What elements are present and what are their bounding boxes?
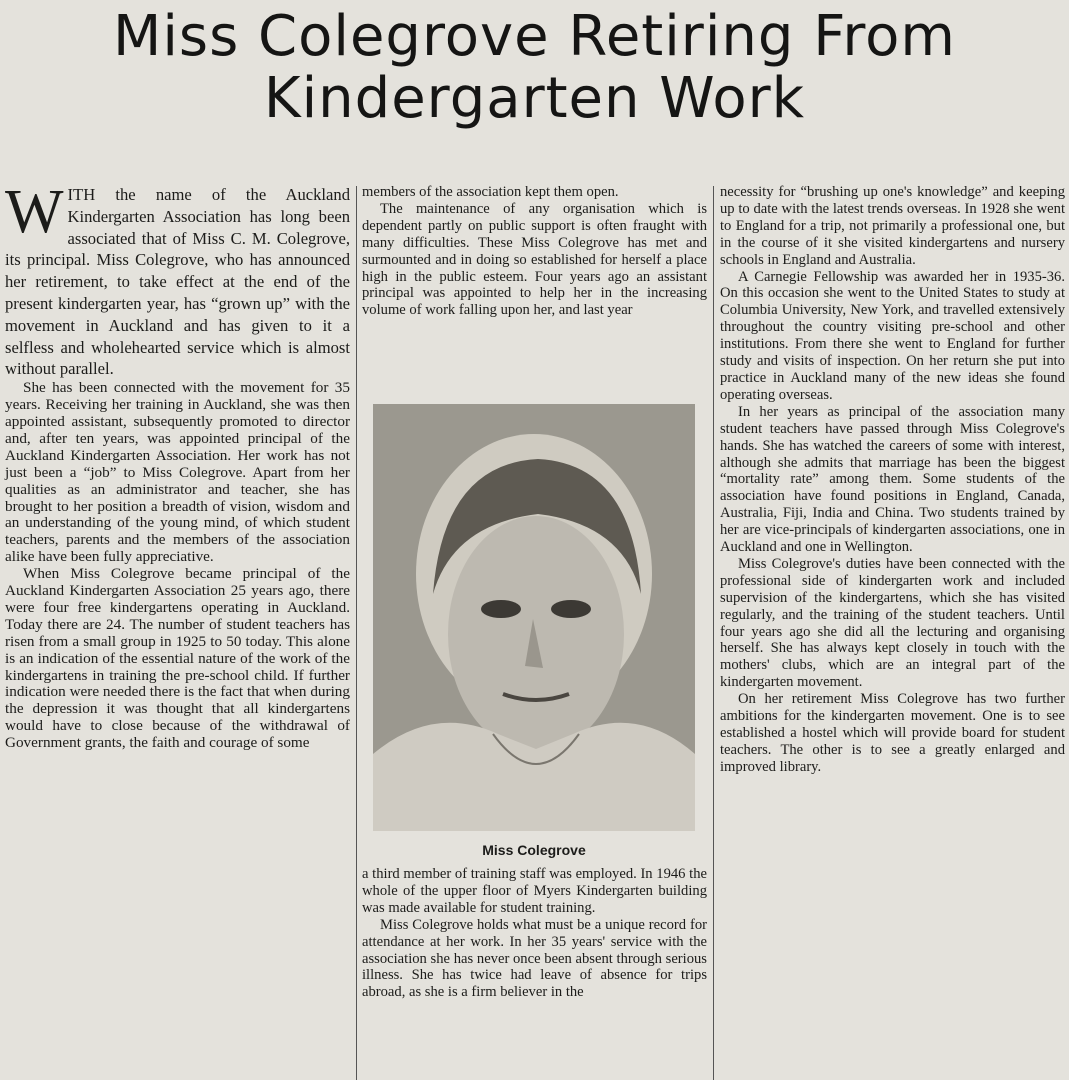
article-column-2-lower xyxy=(362,866,707,1001)
headline xyxy=(0,6,1069,130)
paragraph-continued: necessity for “brushing up one's knowledge” and keeping up to date with the latest trends overseas. In 1928 she went to England for a trip, not primarily a professional one, but in the course of it she visited kindergartens and nursery schools in England and Australia. xyxy=(720,184,1065,268)
paragraph: A Carnegie Fellowship was awarded her in 1935-36. On this occasion she went to the United States to study at Columbia University, New York, and travelled extensively throughout the country visiting pre-school and other institutions. From there she went to England for further study and visits of inspection. On her return she put into practice in Auckland many of the new ideas she found operating overseas. xyxy=(720,268,1065,403)
column-rule-left xyxy=(356,186,357,1080)
lead-text: ITH the name of the Auckland Kindergarten Association has long been associated that of Miss C. M. Colegrove, its principal. Miss Colegrove, who has announced her retirement, to take effect at the end of the present kindergarten year, has “grown up” with the movement in Auckland and has given to it a selfless and wholehearted service which is almost without parallel. xyxy=(5,185,350,379)
article-column-2 xyxy=(362,184,707,319)
headline-line-1: Miss Colegrove Retiring From xyxy=(113,4,956,69)
paragraph-continued: a third member of training staff was employed. In 1946 the whole of the upper floor of Myers Kindergarten building was made available for student training. xyxy=(362,866,707,916)
article-column-1 xyxy=(5,178,350,752)
portrait-image xyxy=(373,404,695,831)
paragraph: When Miss Colegrove became principal of the Auckland Kindergarten Association 25 years ago, there were four free kindergartens operating in Auckland. Today there are 24. The number of student teachers has risen from a small group in 1925 to 50 today. This alone is an indication of the essential nature of the work of the kindergartens in training the pre-school child. If further indication were needed there is the fact that when during the depression it was thought that all kindergartens would have to close because of the withdrawal of Government grants, the faith and courage of some xyxy=(5,565,350,752)
drop-cap: W xyxy=(5,178,64,246)
paragraph: In her years as principal of the association many student teachers have passed through Miss Colegrove's hands. She has watched the careers of some with interest, although she admits that marriage has been the biggest “mortality rate” among them. Some students of the association have found positions in England, Canada, Australia, Fiji, India and China. Two students trained by her are vice-principals of kindergarten associations, one in Auckland and one in Wellington. xyxy=(720,403,1065,556)
lead-paragraph xyxy=(5,178,350,380)
article-column-3 xyxy=(720,184,1065,776)
paragraph: Miss Colegrove holds what must be a unique record for attendance at her work. In her 35 years' service with the association she has never once been absent through serious illness. She has twice had leave of absence for trips abroad, as she is a firm believer in the xyxy=(362,916,707,1001)
portrait-photo xyxy=(373,404,695,831)
headline-line-2: Kindergarten Work xyxy=(263,66,806,131)
paragraph: Miss Colegrove's duties have been connected with the professional side of kindergarten work and included supervision of the kindergartens, which she has visited regularly, and the training of the student teachers. Until four years ago she did all the lecturing and organising herself. She has always kept closely in touch with the mothers' clubs, which are an integral part of the kindergarten movement. xyxy=(720,555,1065,691)
paragraph: She has been connected with the movement for 35 years. Receiving her training in Auckland, she was then appointed assistant, subsequently promoted to director and, after ten years, was appointed principal of the Auckland Kindergarten Association. Her work has not just been a “job” to Miss Colegrove. Apart from her qualities as an administrator and teacher, she has brought to her position a breadth of vision, wisdom and an understanding of the young mind, of which student teachers, parents and the members of the association alike have been fully appreciative. xyxy=(5,379,350,566)
paragraph-continued: members of the association kept them open. xyxy=(362,184,619,200)
photo-caption: Miss Colegrove xyxy=(482,842,586,858)
column-rule-right xyxy=(713,186,714,1080)
paragraph: On her retirement Miss Colegrove has two further ambitions for the kindergarten movement. One is to see established a hostel which will provide board for student teachers. The other is to see a greatly enlarged and improved library. xyxy=(720,691,1065,775)
paragraph: The maintenance of any organisation which is dependent partly on public support is often fraught with many difficulties. These Miss Colegrove has met and surmounted and in doing so established for herself a place high in the public esteem. Four years ago an assistant principal was appointed to help her in the increasing volume of work falling upon her, and last year xyxy=(362,200,707,319)
